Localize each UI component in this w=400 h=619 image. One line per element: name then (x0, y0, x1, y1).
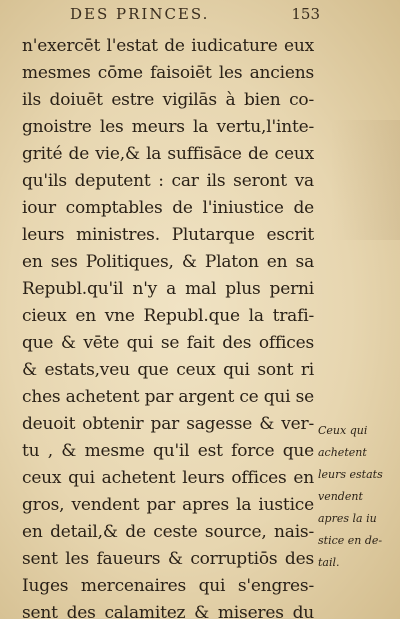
margin-note-line: tail. (318, 556, 340, 569)
text-line: gnoistre les meurs la vertu,l'inte- (22, 117, 314, 137)
text-line: grité de vie,& la suffisāce de ceux (22, 144, 314, 164)
page-number: 153 (291, 5, 320, 23)
running-head: DES PRINCES. (70, 5, 210, 23)
text-line: sent les faueurs & corruptiōs des (22, 549, 314, 569)
text-line: Iuges mercenaires qui s'engres- (22, 576, 314, 596)
text-line: tu , & mesme qu'il est force que (22, 441, 314, 461)
page-header (70, 5, 320, 27)
text-line: & estats,veu que ceux qui sont ri (22, 360, 314, 380)
text-line: que & vēte qui se fait des offices (22, 333, 314, 353)
margin-note-line: stice en de- (318, 534, 383, 547)
margin-note-line: achetent (318, 446, 367, 459)
text-line: gros, vendent par apres la iustice (22, 495, 314, 515)
text-line: iour comptables de l'iniustice de (22, 198, 314, 218)
text-line: en detail,& de ceste source, nais- (22, 522, 314, 542)
margin-note-line: apres la iu (318, 512, 377, 525)
show-through-shadow (330, 120, 400, 240)
text-line: cieux en vne Republ.que la trafi- (22, 306, 314, 326)
text-line: Republ.qu'il n'y a mal plus perni (22, 279, 314, 299)
text-line: sent des calamitez & miseres du (22, 603, 314, 619)
text-line: en ses Politiques, & Platon en sa (22, 252, 314, 272)
margin-note-line: leurs estats (318, 468, 383, 481)
text-line: qu'ils deputent : car ils seront va (22, 171, 314, 191)
text-line: ches achetent par argent ce qui se (22, 387, 314, 407)
text-line: deuoit obtenir par sagesse & ver- (22, 414, 314, 434)
text-line: leurs ministres. Plutarque escrit (22, 225, 314, 245)
margin-note (318, 420, 398, 574)
margin-note-line: vendent (318, 490, 363, 503)
text-line: ils doiuēt estre vigilās à bien co- (22, 90, 314, 110)
text-line: mesmes cōme faisoiēt les anciens (22, 63, 314, 83)
text-line: ceux qui achetent leurs offices en (22, 468, 314, 488)
margin-note-line: Ceux qui (318, 424, 368, 437)
body-text (22, 33, 314, 619)
text-line: n'exercēt l'estat de iudicature eux (22, 36, 314, 56)
